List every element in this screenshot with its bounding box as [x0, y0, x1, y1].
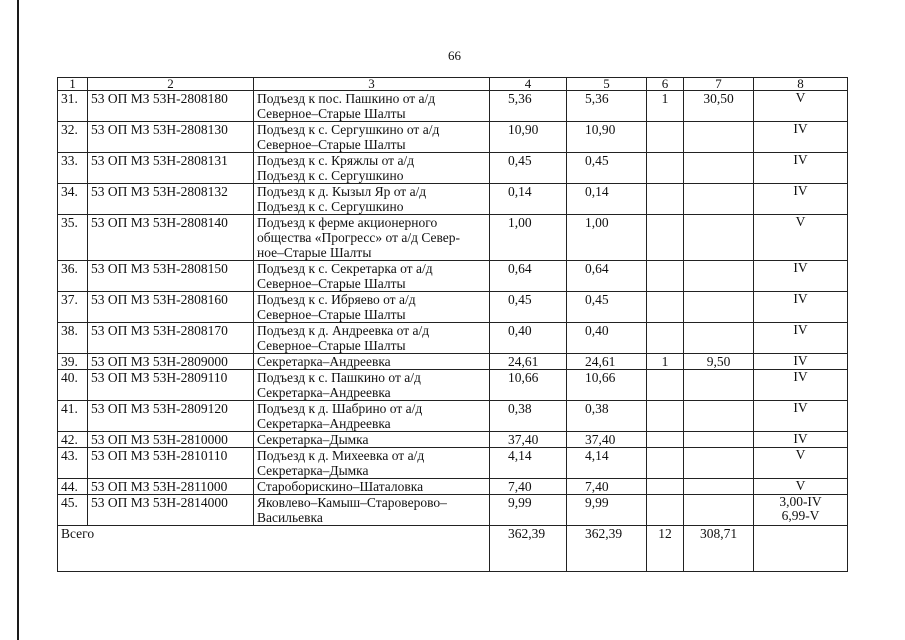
- road-name: [254, 432, 490, 448]
- table-row: [58, 432, 848, 448]
- road-name-line: Северное–Старые Шалты: [257, 137, 406, 152]
- count-column-6: 1: [647, 354, 684, 370]
- category-line: IV: [793, 353, 808, 368]
- road-code: 53 ОП МЗ 53Н-2814000: [88, 495, 254, 526]
- count-column-6: [647, 448, 684, 479]
- row-number: 39.: [58, 354, 88, 370]
- row-number: 38.: [58, 323, 88, 354]
- road-name: [254, 354, 490, 370]
- road-name-line: Подъезд к с. Кряжлы от а/д: [257, 153, 415, 168]
- category-line: IV: [793, 291, 808, 306]
- count-column-6: [647, 401, 684, 432]
- length-total: 1,00: [490, 215, 567, 261]
- length-column-7: 9,50: [684, 354, 754, 370]
- road-name-line: Северное–Старые Шалты: [257, 338, 406, 353]
- road-name: [254, 261, 490, 292]
- category-line: V: [795, 478, 806, 493]
- row-number: 35.: [58, 215, 88, 261]
- count-column-6: [647, 495, 684, 526]
- road-name-line: общества «Прогресс» от а/д Север-: [257, 230, 461, 245]
- length-column-5: 7,40: [567, 479, 647, 495]
- road-name-line: Подъезд к д. Андреевка от а/д: [257, 323, 430, 338]
- row-number: 40.: [58, 370, 88, 401]
- table-row: [58, 292, 848, 323]
- road-name: [254, 448, 490, 479]
- road-code: 53 ОП МЗ 53Н-2808140: [88, 215, 254, 261]
- length-column-5: 37,40: [567, 432, 647, 448]
- table-row: [58, 448, 848, 479]
- category-line: 6,99-V: [781, 508, 820, 523]
- table-row: [58, 91, 848, 122]
- road-name-line: Секретарка–Дымка: [257, 432, 369, 447]
- category: [754, 323, 848, 354]
- road-name-line: Секретарка–Андреевка: [257, 354, 391, 369]
- table-row: [58, 370, 848, 401]
- category: [754, 354, 848, 370]
- column-header: 8: [754, 78, 848, 91]
- road-code: 53 ОП МЗ 53Н-2809120: [88, 401, 254, 432]
- count-column-6: [647, 122, 684, 153]
- road-name: [254, 215, 490, 261]
- road-name: [254, 495, 490, 526]
- length-column-5: 5,36: [567, 91, 647, 122]
- length-column-7: [684, 370, 754, 401]
- category-line: IV: [793, 431, 808, 446]
- road-name-line: Староборискино–Шаталовка: [257, 479, 424, 494]
- length-column-7: [684, 215, 754, 261]
- table-row: [58, 153, 848, 184]
- road-name-line: Подъезд к д. Кызыл Яр от а/д: [257, 184, 427, 199]
- category: [754, 370, 848, 401]
- length-total: 4,14: [490, 448, 567, 479]
- length-column-5: 4,14: [567, 448, 647, 479]
- total-category: [754, 526, 848, 572]
- road-name-line: Секретарка–Дымка: [257, 463, 369, 478]
- length-column-5: 0,45: [567, 153, 647, 184]
- table-row: [58, 323, 848, 354]
- roads-table: [57, 77, 848, 572]
- length-column-5: 10,90: [567, 122, 647, 153]
- column-header: 7: [684, 78, 754, 91]
- road-name-line: Секретарка–Андреевка: [257, 416, 391, 431]
- length-column-7: 30,50: [684, 91, 754, 122]
- length-column-5: 1,00: [567, 215, 647, 261]
- table-row: [58, 401, 848, 432]
- length-column-7: [684, 448, 754, 479]
- road-code: 53 ОП МЗ 53Н-2808150: [88, 261, 254, 292]
- category-line: IV: [793, 369, 808, 384]
- column-number-row: [58, 78, 848, 91]
- length-column-7: [684, 292, 754, 323]
- length-total: 37,40: [490, 432, 567, 448]
- category-line: V: [795, 90, 806, 105]
- road-name: [254, 184, 490, 215]
- page-left-rule: [17, 0, 19, 640]
- length-column-5: 10,66: [567, 370, 647, 401]
- table-row: [58, 495, 848, 526]
- road-name: [254, 323, 490, 354]
- total-column-5: 362,39: [567, 526, 647, 572]
- row-number: 32.: [58, 122, 88, 153]
- category: [754, 448, 848, 479]
- road-code: 53 ОП МЗ 53Н-2808131: [88, 153, 254, 184]
- column-header: 4: [490, 78, 567, 91]
- road-name-line: Подъезд к с. Сергушкино: [257, 199, 404, 214]
- length-total: 0,64: [490, 261, 567, 292]
- category: [754, 153, 848, 184]
- road-name: [254, 370, 490, 401]
- road-name: [254, 122, 490, 153]
- road-name-line: Подъезд к пос. Пашкино от а/д: [257, 91, 436, 106]
- road-code: 53 ОП МЗ 53Н-2808130: [88, 122, 254, 153]
- road-code: 53 ОП МЗ 53Н-2809000: [88, 354, 254, 370]
- column-header: 6: [647, 78, 684, 91]
- category: [754, 91, 848, 122]
- road-name: [254, 401, 490, 432]
- row-number: 36.: [58, 261, 88, 292]
- road-name-line: Секретарка–Андреевка: [257, 385, 391, 400]
- count-column-6: [647, 261, 684, 292]
- count-column-6: [647, 370, 684, 401]
- table-row: [58, 184, 848, 215]
- table-row: [58, 354, 848, 370]
- length-column-5: 0,45: [567, 292, 647, 323]
- category: [754, 292, 848, 323]
- road-name-line: Подъезд к с. Секретарка от а/д: [257, 261, 433, 276]
- count-column-6: [647, 432, 684, 448]
- length-total: 9,99: [490, 495, 567, 526]
- length-column-7: [684, 479, 754, 495]
- length-column-7: [684, 153, 754, 184]
- table-row: [58, 261, 848, 292]
- row-number: 43.: [58, 448, 88, 479]
- category-line: IV: [793, 400, 808, 415]
- length-total: 7,40: [490, 479, 567, 495]
- category-line: IV: [793, 152, 808, 167]
- road-name-line: Подъезд к ферме акционерного: [257, 215, 438, 230]
- length-total: 0,40: [490, 323, 567, 354]
- category: [754, 401, 848, 432]
- table-row: [58, 479, 848, 495]
- category: [754, 261, 848, 292]
- total-label: Всего: [58, 526, 490, 572]
- column-header: 5: [567, 78, 647, 91]
- category: [754, 122, 848, 153]
- road-code: 53 ОП МЗ 53Н-2810110: [88, 448, 254, 479]
- road-name-line: Подъезд к с. Ибряево от а/д: [257, 292, 416, 307]
- length-total: 24,61: [490, 354, 567, 370]
- road-code: 53 ОП МЗ 53Н-2811000: [88, 479, 254, 495]
- count-column-6: [647, 479, 684, 495]
- road-name-line: Подъезд к с. Сергушкино: [257, 168, 404, 183]
- length-column-5: 24,61: [567, 354, 647, 370]
- total-length: 362,39: [490, 526, 567, 572]
- length-column-5: 0,14: [567, 184, 647, 215]
- length-column-5: 9,99: [567, 495, 647, 526]
- road-name: [254, 479, 490, 495]
- road-name-line: Подъезд к д. Михеевка от а/д: [257, 448, 425, 463]
- road-name: [254, 91, 490, 122]
- length-column-5: 0,40: [567, 323, 647, 354]
- length-column-7: [684, 401, 754, 432]
- row-number: 37.: [58, 292, 88, 323]
- length-column-7: [684, 261, 754, 292]
- length-total: 0,45: [490, 292, 567, 323]
- category-line: IV: [793, 322, 808, 337]
- length-column-5: 0,38: [567, 401, 647, 432]
- length-column-5: 0,64: [567, 261, 647, 292]
- road-name-line: Северное–Старые Шалты: [257, 307, 406, 322]
- road-name-line: Северное–Старые Шалты: [257, 276, 406, 291]
- count-column-6: 1: [647, 91, 684, 122]
- column-header: 3: [254, 78, 490, 91]
- table-row: [58, 122, 848, 153]
- category-line: V: [795, 214, 806, 229]
- count-column-6: [647, 184, 684, 215]
- road-name-line: Подъезд к с. Сергушкино от а/д: [257, 122, 440, 137]
- road-name: [254, 153, 490, 184]
- total-count: 12: [647, 526, 684, 572]
- road-name-line: Северное–Старые Шалты: [257, 106, 406, 121]
- count-column-6: [647, 292, 684, 323]
- row-number: 31.: [58, 91, 88, 122]
- road-code: 53 ОП МЗ 53Н-2808170: [88, 323, 254, 354]
- road-code: 53 ОП МЗ 53Н-2808132: [88, 184, 254, 215]
- column-header: 2: [88, 78, 254, 91]
- road-code: 53 ОП МЗ 53Н-2808180: [88, 91, 254, 122]
- total-column-7: 308,71: [684, 526, 754, 572]
- road-code: 53 ОП МЗ 53Н-2808160: [88, 292, 254, 323]
- length-column-7: [684, 432, 754, 448]
- length-column-7: [684, 323, 754, 354]
- category: [754, 184, 848, 215]
- category-line: IV: [793, 121, 808, 136]
- category: [754, 479, 848, 495]
- category: [754, 432, 848, 448]
- category: [754, 215, 848, 261]
- row-number: 42.: [58, 432, 88, 448]
- road-name-line: Васильевка: [257, 510, 323, 525]
- row-number: 41.: [58, 401, 88, 432]
- road-name: [254, 292, 490, 323]
- column-header: 1: [58, 78, 88, 91]
- road-name-line: ное–Старые Шалты: [257, 245, 372, 260]
- category-line: V: [795, 447, 806, 462]
- row-number: 44.: [58, 479, 88, 495]
- page-number: 66: [448, 48, 461, 63]
- length-total: 10,90: [490, 122, 567, 153]
- length-total: 0,45: [490, 153, 567, 184]
- row-number: 45.: [58, 495, 88, 526]
- length-total: 0,14: [490, 184, 567, 215]
- road-name-line: Яковлево–Камыш–Староверово–: [257, 495, 447, 510]
- length-total: 10,66: [490, 370, 567, 401]
- road-name-line: Подъезд к с. Пашкино от а/д: [257, 370, 421, 385]
- category-line: IV: [793, 183, 808, 198]
- category-line: 3,00-IV: [779, 494, 822, 509]
- category: [754, 495, 848, 526]
- length-total: 0,38: [490, 401, 567, 432]
- road-code: 53 ОП МЗ 53Н-2809110: [88, 370, 254, 401]
- count-column-6: [647, 153, 684, 184]
- table-row: [58, 215, 848, 261]
- road-code: 53 ОП МЗ 53Н-2810000: [88, 432, 254, 448]
- length-column-7: [684, 495, 754, 526]
- row-number: 33.: [58, 153, 88, 184]
- category-line: IV: [793, 260, 808, 275]
- road-name-line: Подъезд к д. Шабрино от а/д: [257, 401, 423, 416]
- total-row: [58, 526, 848, 572]
- length-column-7: [684, 184, 754, 215]
- length-total: 5,36: [490, 91, 567, 122]
- count-column-6: [647, 323, 684, 354]
- length-column-7: [684, 122, 754, 153]
- row-number: 34.: [58, 184, 88, 215]
- count-column-6: [647, 215, 684, 261]
